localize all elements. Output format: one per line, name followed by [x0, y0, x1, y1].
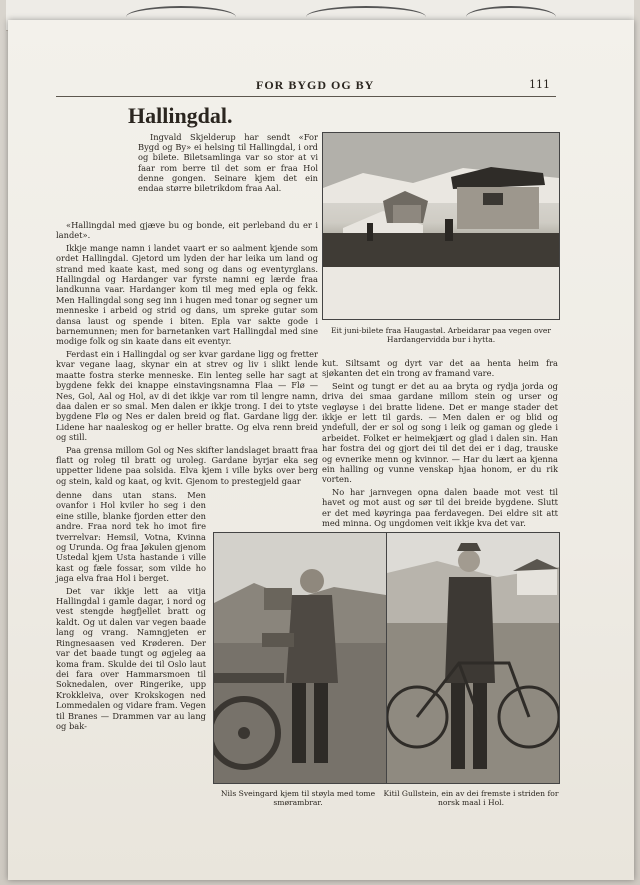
paragraph: Det var ikkje lett aa vitja Hallingdal i gamle dagar, i nord og vest stengde høgfjellet bratt og kaldt. Og ut dalen var vegen baade lang og vrang. Namngjeten er Ringnesaasen ved Krøderen. Der var det baade tungt og øgjeleg aa koma fram. Skulde dei til Oslo laut dei fara over Hammarsmoen til Soknedalen, over Ringerike, upp Krokkleiva, over Krokskogen ned Lommedalen og vidare fram. Vegen til Branes — Drammen var au lang og bak-	[56, 585, 206, 731]
photo-nils-sveingard	[213, 532, 387, 784]
column-1	[56, 220, 318, 488]
paragraph: Seint og tungt er det au aa bryta og rydja jorda og driva dei smaa gardane millom stein og urser og vegløyse i dei bratte lidene. Det er mange stader det ikkje er lett til gards. — Men dalen er og blid og yndefull, der er sol og song i leik og gaman og glede i arbeidet. Folket er heimekjært og glad i dalen sin. Han har fostra dei og gjort dei til det dei er i dag, trauske og evnerike menn og kvinnor. — Har du lært aa kjenna ein halling og vunne venskap hjaa honom, er du rik vorten.	[322, 380, 558, 485]
page-number: 111	[529, 78, 550, 91]
intro-paragraph: Ingvald Skjelderup har sendt «For Bygd og By» ei helsing til Hallingdal, i ord og bilete. Biletsamlinga var so stor at vi faar rom berre til det som er fraa Hol denne gongen. Seinare kjem det ein endaa større biletrikdom fraa Aal.	[138, 132, 318, 194]
column-2	[322, 358, 558, 531]
magazine-page	[8, 20, 634, 880]
photo-kitil-gullstein	[386, 532, 560, 784]
paragraph: «Hallingdal med gjæve bu og bonde, eit perleband du er i landet».	[56, 220, 318, 241]
caption-photo-1: Eit juni-bilete fraa Haugastøl. Arbeidarar paa vegen over Hardangervidda bur i hytta.	[330, 326, 552, 345]
paragraph: Ferdast ein i Hallingdal og ser kvar gardane ligg og fretter kvar vegane laag, skynar ein at strev og liv i slikt lende maatte fostra sterke menneske. Ein lenteg selle har sagt at bygdene fekk dei knappe einstavingsnamna Flaa — Flø — Nes, Gol, Aal og Hol, av di det ikkje var rom til lengre namn, daa dalen er so smal. Men dalen er ikkje trong. I dei to ytste bygdene Flø og Nes er dalen breid og flat. Gardane ligg der. Lidene har naaleskog og er heller bratte. Og elva renn breid og still.	[56, 348, 318, 443]
header-title: FOR BYGD OG BY	[256, 78, 375, 92]
paragraph: denne dans utan stans. Men ovanfor i Hol kviler ho seg i den eine stille, blanke fjorden etter den andre. Fraa nord tek ho imot fire tverrelvar: Hemsil, Votna, Kvinna og Urunda. Og fraa Jøkulen gjenom Ustedal kjem Usta hastande i ville kast og fæle fossar, som vilde ho jaga elva fraa Hol i berget.	[56, 490, 206, 584]
caption-photo-3: Kitil Gullstein, ein av dei fremste i striden for norsk maal i Hol.	[383, 789, 559, 808]
running-header	[56, 78, 556, 97]
caption-photo-2: Nils Sveingard kjem til støyla med tome smørambrar.	[220, 789, 376, 808]
photo-haugastol-huts	[322, 132, 560, 320]
paragraph: kut. Siltsamt og dyrt var det aa henta heim fra sjøkanten det ein trong av framand vare.	[322, 358, 558, 379]
paragraph: Paa grensa millom Gol og Nes skifter landslaget braatt fraa flatt og roleg til bratt og uroleg. Gardane byrjar eka seg uppetter lidene paa solsida. Elva kjem i ville byks over berg og stein, kald og kaat, og kvit. Gjenom to prestegjeld gaar	[56, 444, 318, 486]
paragraph: No har jarnvegen opna dalen baade mot vest til havet og mot aust og sør til dei breide bygdene. Slutt er det med køyringa paa ferdavegen. Dei eldre sit att med minna. Og ungdomen veit ikkje kva det var.	[322, 486, 558, 529]
article-title: Hallingdal.	[128, 103, 233, 128]
column-1-continued	[56, 490, 206, 733]
article-intro	[138, 132, 318, 193]
paragraph: Ikkje mange namn i landet vaart er so aalment kjende som ordet Hallingdal. Gjetord um lyden der har leika um land og strand med kaate kast, med song og dans og eventyrglans. Hallingdal og Hardanger var fyrste namni eg lærde fraa landkunna vaar. Hardanger kom til meg med epla og fekk. Men Hallingdal song seg inn i hugen med tonar og segner um menneske i arbeid og strid og dans, um spreke gutar som dansa laust og spende i biten. Epla var sakte gode i barnemunnen; men for barnetanken vart Hallingdal med sine modige folk og sin kaate dans eit eventyr.	[56, 242, 318, 347]
